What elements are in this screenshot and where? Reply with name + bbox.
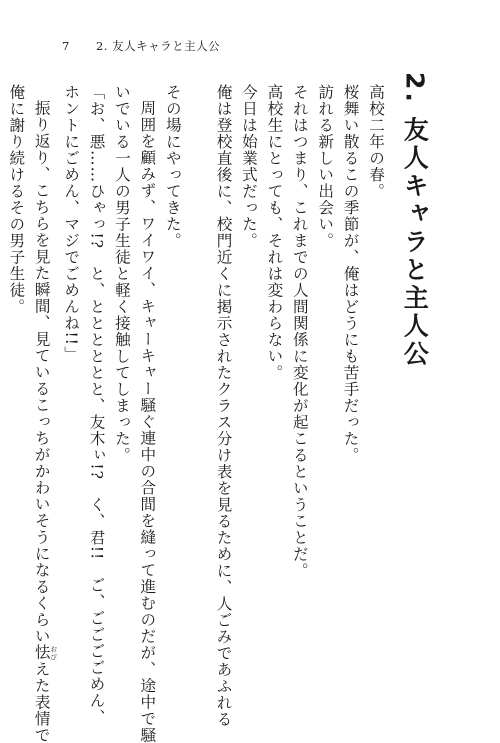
paragraph: 訪れる新しい出会い。 — [316, 84, 335, 249]
running-title: 2. 友人キャラと主人公 — [95, 39, 221, 53]
paragraph-text-trail: えた表情で — [32, 660, 51, 743]
paragraph: 今日は始業式だった。 — [239, 84, 258, 249]
paragraph: 周囲を顧みず、ワイワイ、キャーキャー騒ぐ連中の合間を縫って進むのだが、途中で騒 — [138, 99, 157, 743]
paragraph: 高校生にとっても、それは変わらない。 — [265, 84, 284, 381]
paragraph — [28, 84, 58, 743]
paragraph: 俺は登校直後に、校門近くに掲示されたクラス分け表を見るために、人ごみであふれる — [214, 84, 233, 728]
chapter-title: 2. 友人キャラと主人公 — [400, 72, 430, 369]
ruby-reading: おび — [49, 644, 58, 661]
running-head — [62, 38, 220, 54]
paragraph: 桜舞い散るこの季節が、俺はどうにも苦手だった。 — [341, 84, 360, 464]
paragraph: それはつまり、これまでの人間関係に変化が起こるということだ。 — [290, 84, 309, 579]
dialogue-line: 「お、悪……ひゃっ!? と、とととととと、友木ぃ!? く、君!! ご、ごごごごめん、 — [87, 84, 106, 726]
paragraph-text: 振り返り、こちらを見た瞬間、見ているこっちがかわいそうになるくらい — [32, 99, 51, 645]
dialogue-continued: ホントにごめん、マジでごめんね!!」 — [62, 84, 81, 363]
ruby-base: 怯 — [32, 644, 51, 661]
page-number: 7 — [62, 39, 70, 53]
ruby-word — [32, 644, 58, 661]
paragraph-continued: いでいる一人の男子生徒と軽く接触してしまった。 — [112, 84, 131, 464]
body-text — [3, 84, 388, 743]
paragraph-continued: 俺に謝り続けるその男子生徒。 — [7, 84, 26, 315]
paragraph: 高校二年の春。 — [367, 84, 385, 200]
paragraph-continued: その場にやってきた。 — [163, 84, 182, 249]
